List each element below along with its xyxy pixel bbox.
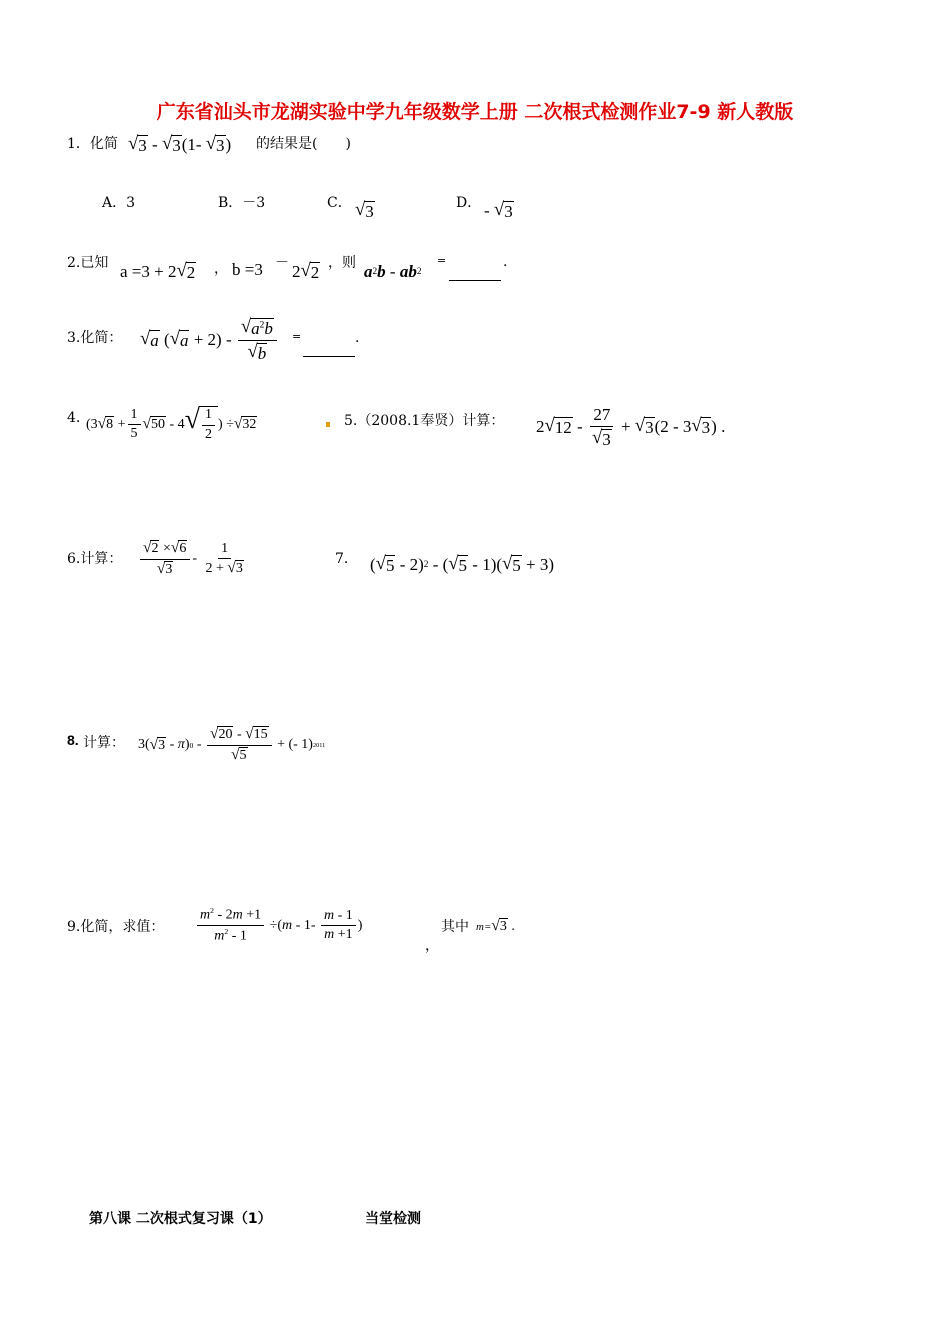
question-9-label: 9.化简，求值： [67, 919, 165, 935]
question-5-label: 5.（2008.1奉贤）计算： [344, 413, 505, 429]
question-2-equals: = [437, 254, 447, 267]
question-8-label: 计算： [83, 735, 125, 751]
question-2-b: b =3 [232, 260, 263, 279]
question-2-a-text: a =3 [120, 262, 150, 282]
question-9-condition: m= √ 3 . [476, 917, 515, 934]
question-9-var: m= [476, 920, 492, 933]
option-c-value: √ 3 [355, 199, 374, 221]
question-5-expression: 2 √ 12 - 27 √ 3 + √ 3 (2 - 3 √ 3 ) . [536, 405, 726, 450]
question-9-where: 其中 [441, 919, 469, 935]
question-8-expression: 3( √ 3 - π ) 0 - √ 20 - √ 15 √ 5 + (- 1) 2011 [138, 725, 326, 763]
question-2-minus: － [275, 255, 289, 271]
question-1-expression: √ 3 - √ 3 (1- √ 3 ) [128, 133, 232, 155]
question-8-number: 8. [67, 732, 79, 748]
question-3-answer-blank[interactable] [301, 342, 357, 361]
question-2-a: a =3 + 2 √ 2 [120, 260, 196, 282]
question-2-label: 2.已知 [67, 255, 109, 271]
option-b: B．－3 [218, 195, 266, 211]
option-c: C． [327, 195, 352, 211]
question-1-tail: 的结果是( ) [256, 136, 351, 152]
question-6-label: 6.计算： [67, 551, 123, 567]
question-4-expression: (3 √ 8 + $\frac{1}{5}$ √ 50 - 4 √ $\frac{1}{2}$ ) ÷ √ 32 [86, 404, 257, 442]
question-3-end: . [355, 330, 360, 346]
marker-dot [326, 422, 330, 427]
question-3-label: 3.化简： [67, 330, 123, 346]
question-4-label: 4. [67, 410, 81, 426]
question-2-b-root: 2 √ 2 [292, 260, 320, 282]
option-a: A．3 [102, 195, 136, 211]
question-7-label: 7． [335, 551, 358, 567]
lesson-title: 第八课 二次根式复习课（1） [89, 1211, 272, 1227]
question-3-equals: = [292, 330, 302, 343]
question-7-expression: ( √ 5 - 2) 2 - ( √ 5 - 1)( √ 5 + 3) [370, 553, 555, 575]
question-9-expression: $\frac{m^2 - 2m +1}{m^2 - 1}$ ÷( m - 1- $\frac{m - 1}{m +1}$ ) [195, 906, 362, 946]
question-2-then: ，则 [328, 255, 356, 271]
question-1-label: 1．化简 [67, 136, 118, 152]
page-title: 广东省汕头市龙湖实验中学九年级数学上册 二次根式检测作业7-9 新人教版 [156, 101, 794, 123]
question-6-expression: √ 2 × √ 6 √ 3 - 1 2 + √ 3 [138, 540, 249, 579]
question-2-expression: a 2 b - ab 2 [364, 262, 422, 281]
question-3-expression: √ a ( √ a + 2) - √ $a^2b$ √ b [140, 317, 279, 363]
question-9-comma: ， [425, 938, 439, 954]
question-2-answer-blank[interactable] [447, 266, 503, 285]
question-2-end: . [503, 254, 508, 270]
option-d-value: - √ 3 [484, 199, 513, 221]
option-d: D． [456, 195, 482, 211]
lesson-check: 当堂检测 [365, 1211, 421, 1227]
question-2-comma: ， [214, 261, 228, 277]
